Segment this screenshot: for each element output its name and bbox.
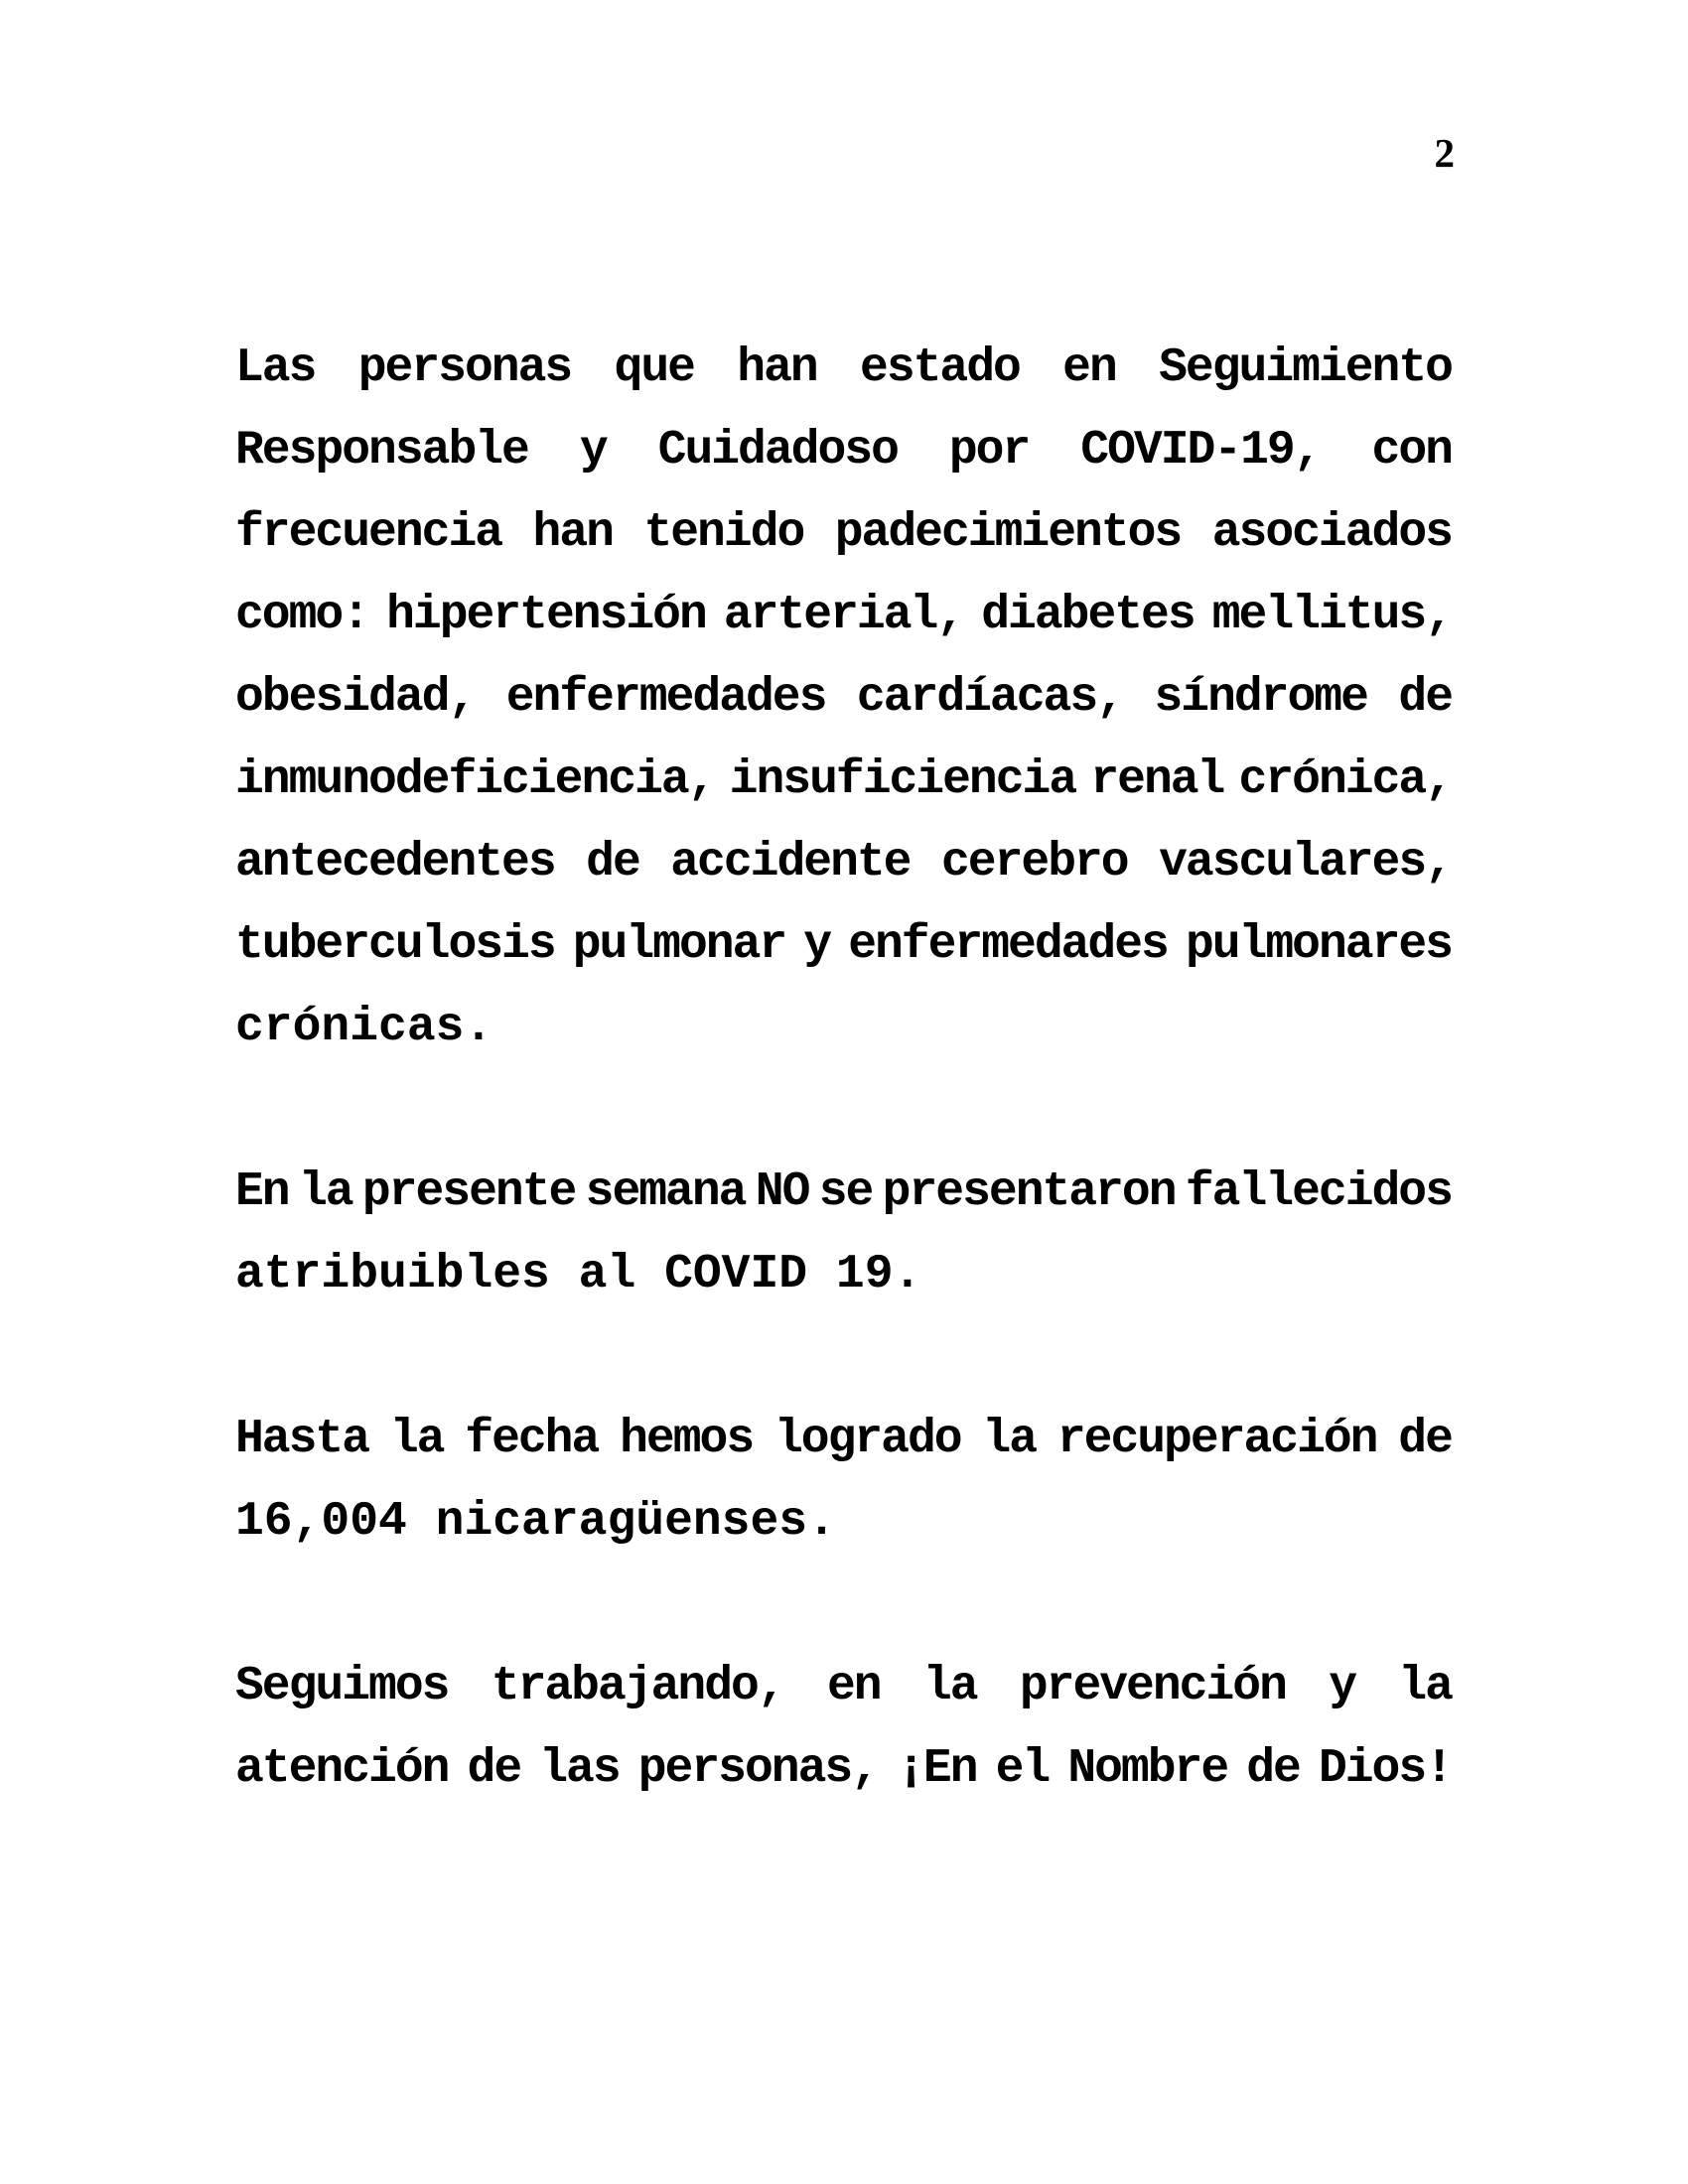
word: enfermedades — [848, 918, 1168, 972]
word: Responsable — [235, 424, 528, 478]
word: y — [1329, 1660, 1356, 1713]
text-line — [235, 822, 1452, 904]
text-line — [235, 904, 1452, 987]
text-line — [235, 740, 1452, 822]
word: han — [532, 506, 613, 560]
word: hipertensión — [386, 589, 706, 642]
word: de — [1398, 1413, 1452, 1466]
text-line — [235, 1152, 1452, 1234]
word: se — [818, 1165, 873, 1219]
word: logrado — [774, 1413, 961, 1466]
text-line — [235, 575, 1452, 657]
word: presentaron — [882, 1165, 1176, 1219]
word: Dios! — [1318, 1742, 1452, 1796]
text-line: atribuibles al COVID 19. — [235, 1248, 922, 1301]
word: frecuencia — [235, 506, 502, 560]
word: de — [1398, 671, 1452, 725]
word: recuperación — [1056, 1413, 1377, 1466]
word: de — [467, 1742, 521, 1796]
word: que — [614, 341, 694, 395]
text-line — [235, 1646, 1452, 1728]
word: personas — [357, 341, 572, 395]
word: trabajando, — [491, 1660, 784, 1713]
word: inmunodeficiencia, — [235, 753, 715, 807]
word: mellitus, — [1211, 589, 1452, 642]
word: por — [948, 424, 1030, 478]
word: pulmonar — [572, 918, 786, 972]
word: las — [539, 1742, 620, 1796]
word: asociados — [1211, 506, 1452, 560]
word: tuberculosis — [235, 918, 555, 972]
word: fallecidos — [1185, 1165, 1452, 1219]
word: de — [586, 836, 639, 889]
word: Las — [235, 341, 316, 395]
text-line — [235, 1728, 1452, 1811]
word: la — [1398, 1660, 1452, 1713]
word: padecimientos — [834, 506, 1182, 560]
word: Cuidadoso — [657, 424, 898, 478]
word: en — [1062, 341, 1116, 395]
word: diabetes — [981, 589, 1195, 642]
word: en — [826, 1660, 881, 1713]
word: la — [982, 1413, 1037, 1466]
word: NO — [755, 1165, 809, 1219]
word: estado — [860, 341, 1020, 395]
word: han — [737, 341, 817, 395]
word: COVID-19, — [1080, 424, 1321, 478]
text-line: crónicas. — [235, 1001, 493, 1054]
word: Nombre — [1067, 1742, 1228, 1796]
word: Seguimos — [235, 1660, 449, 1713]
word: ¡En — [897, 1742, 977, 1796]
word: atención — [235, 1742, 449, 1796]
paragraph — [235, 1152, 1452, 1316]
word: vasculares, — [1159, 836, 1452, 889]
word: como: — [235, 589, 369, 642]
word: antecedentes — [235, 836, 555, 889]
word: Hasta — [235, 1413, 369, 1466]
word: hemos — [620, 1413, 754, 1466]
word: con — [1371, 424, 1452, 478]
text-line — [235, 492, 1452, 575]
text-line — [235, 657, 1452, 740]
page-number: 2 — [1434, 130, 1455, 176]
word: insuficiencia — [729, 753, 1076, 807]
word: prevención — [1019, 1660, 1286, 1713]
word: la — [389, 1413, 444, 1466]
word: y — [579, 424, 607, 478]
text-line: 16,004 nicaragüenses. — [235, 1495, 836, 1549]
word: cardíacas, — [856, 671, 1123, 725]
word: el — [995, 1742, 1050, 1796]
word: obesidad, — [235, 671, 476, 725]
word: personas, — [637, 1742, 878, 1796]
document-body — [235, 328, 1452, 1811]
text-line — [235, 1399, 1452, 1481]
word: tenido — [643, 506, 804, 560]
word: renal — [1090, 753, 1224, 807]
paragraph — [235, 328, 1452, 1069]
word: la — [298, 1165, 352, 1219]
word: presente — [361, 1165, 576, 1219]
word: fecha — [465, 1413, 599, 1466]
word: cerebro — [940, 836, 1128, 889]
word: y — [803, 918, 831, 972]
word: accidente — [670, 836, 911, 889]
paragraph — [235, 1399, 1452, 1564]
word: crónica, — [1238, 753, 1452, 807]
word: síndrome — [1154, 671, 1367, 725]
text-line — [235, 410, 1452, 492]
word: En — [235, 1165, 289, 1219]
word: semana — [585, 1165, 746, 1219]
word: la — [922, 1660, 977, 1713]
word: de — [1246, 1742, 1300, 1796]
word: Seguimiento — [1159, 341, 1452, 395]
word: enfermedades — [505, 671, 826, 725]
paragraph — [235, 1646, 1452, 1811]
word: arterial, — [723, 589, 964, 642]
word: pulmonares — [1185, 918, 1452, 972]
text-line — [235, 328, 1452, 410]
